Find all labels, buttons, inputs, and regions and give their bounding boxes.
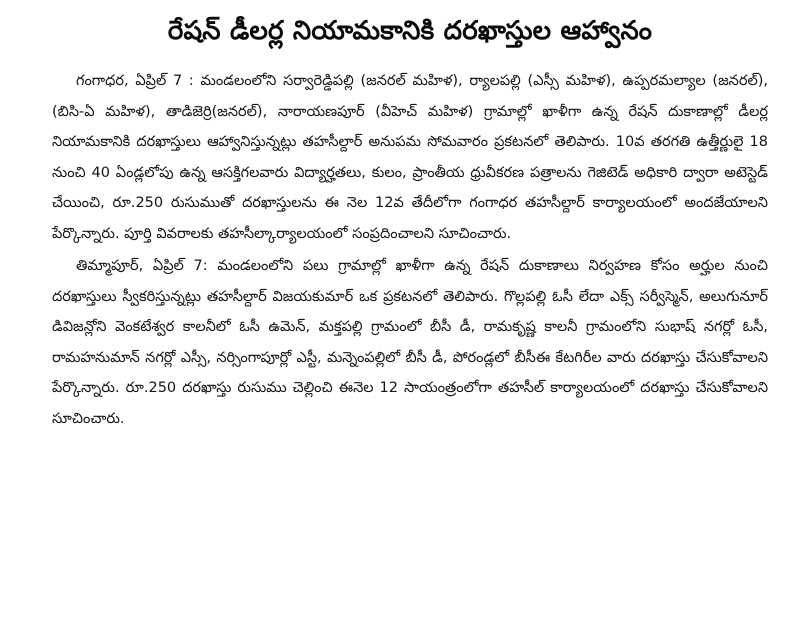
article-paragraph-gangadhara: గంగాధర, ఏప్రిల్ 7 : మండలంలోని సర్వారెడ్డిపల్లి (జనరల్ మహిళ), ర్యాలపల్లి (ఎస్సీ మహిళ), ఉప్పరమల్యాల (జనరల్), (బిసి-ఏ మహిళ), తాడిజెర్రి(జనరల్), నారాయణపూర్ (వీహెచ్ మహిళ) గ్రామాల్లో ఖాళీగా ఉన్న రేషన్ దుకాణాల్లో డీలర్ల నియామకానికి దరఖాస్తులు ఆహ్వానిస్తున్నట్లు తహసీల్దార్ అనుపమ సోమవారం ప్రకటనలో తెలిపారు. 10వ తరగతి ఉత్తీర్ణులై 18 నుంచి 40 ఏండ్లలోపు ఉన్న ఆసక్తిగలవారు విద్యార్హతలు, కులం, ప్రాంతీయ ధ్రువీకరణ పత్రాలను గెజిటెడ్ అధికారి ద్వారా అటెస్టెడ్ చేయించి, రూ.250 రుసుముతో దరఖాస్తులను ఈ నెల 12వ తేదీలోగా గంగాధర తహసీల్దార్ కార్యాలయంలో అందజేయాలని పేర్కొన్నారు. పూర్తి వివరాలకు తహసీల్కార్యాలయంలో సంప్రదించాలని సూచించారు. bbox=[52, 73, 768, 242]
article-paragraph-thimmapur: తిమ్మాపూర్, ఏప్రిల్ 7: మండలంలోని పలు గ్రామాల్లో ఖాళీగా ఉన్న రేషన్ దుకాణాలు నిర్వహణ కోసం అర్హుల నుంచి దరఖాస్తులు స్వీకరిస్తున్నట్లు తహసీల్దార్ విజయకుమార్ ఒక ప్రకటనలో తెలిపారు. గొల్లపల్లి ఓసీ లేదా ఎక్స్ సర్వీస్మెన్, అలుగునూర్ డివిజన్లోని వెంకటేశ్వర కాలనీలో ఓసీ ఉమెన్, మక్తపల్లి గ్రామంలో బీసీ డీ, రామకృష్ణ కాలనీ గ్రామంలోని సుభాష్ నగర్లో ఓసీ, రామహనుమాన్ నగర్లో ఎస్సీ, నర్సింగాపూర్లో ఎస్టీ, మన్నెంపల్లిలో బీసీ డీ, పోరండ్లలో బీసీఈ కేటగిరీల వారు దరఖాస్తు చేసుకోవాలని పేర్కొన్నారు. రూ.250 దరఖాస్తు రుసుము చెల్లించి ఈనెల 12 సాయంత్రంలోగా తహసీల్ కార్యాలయంలో దరఖాస్తు చేసుకోవాలని సూచించారు. bbox=[52, 258, 768, 427]
article-headline: రేషన్ డీలర్ల నియామకానికి దరఖాస్తుల ఆహ్వానం bbox=[167, 16, 653, 46]
